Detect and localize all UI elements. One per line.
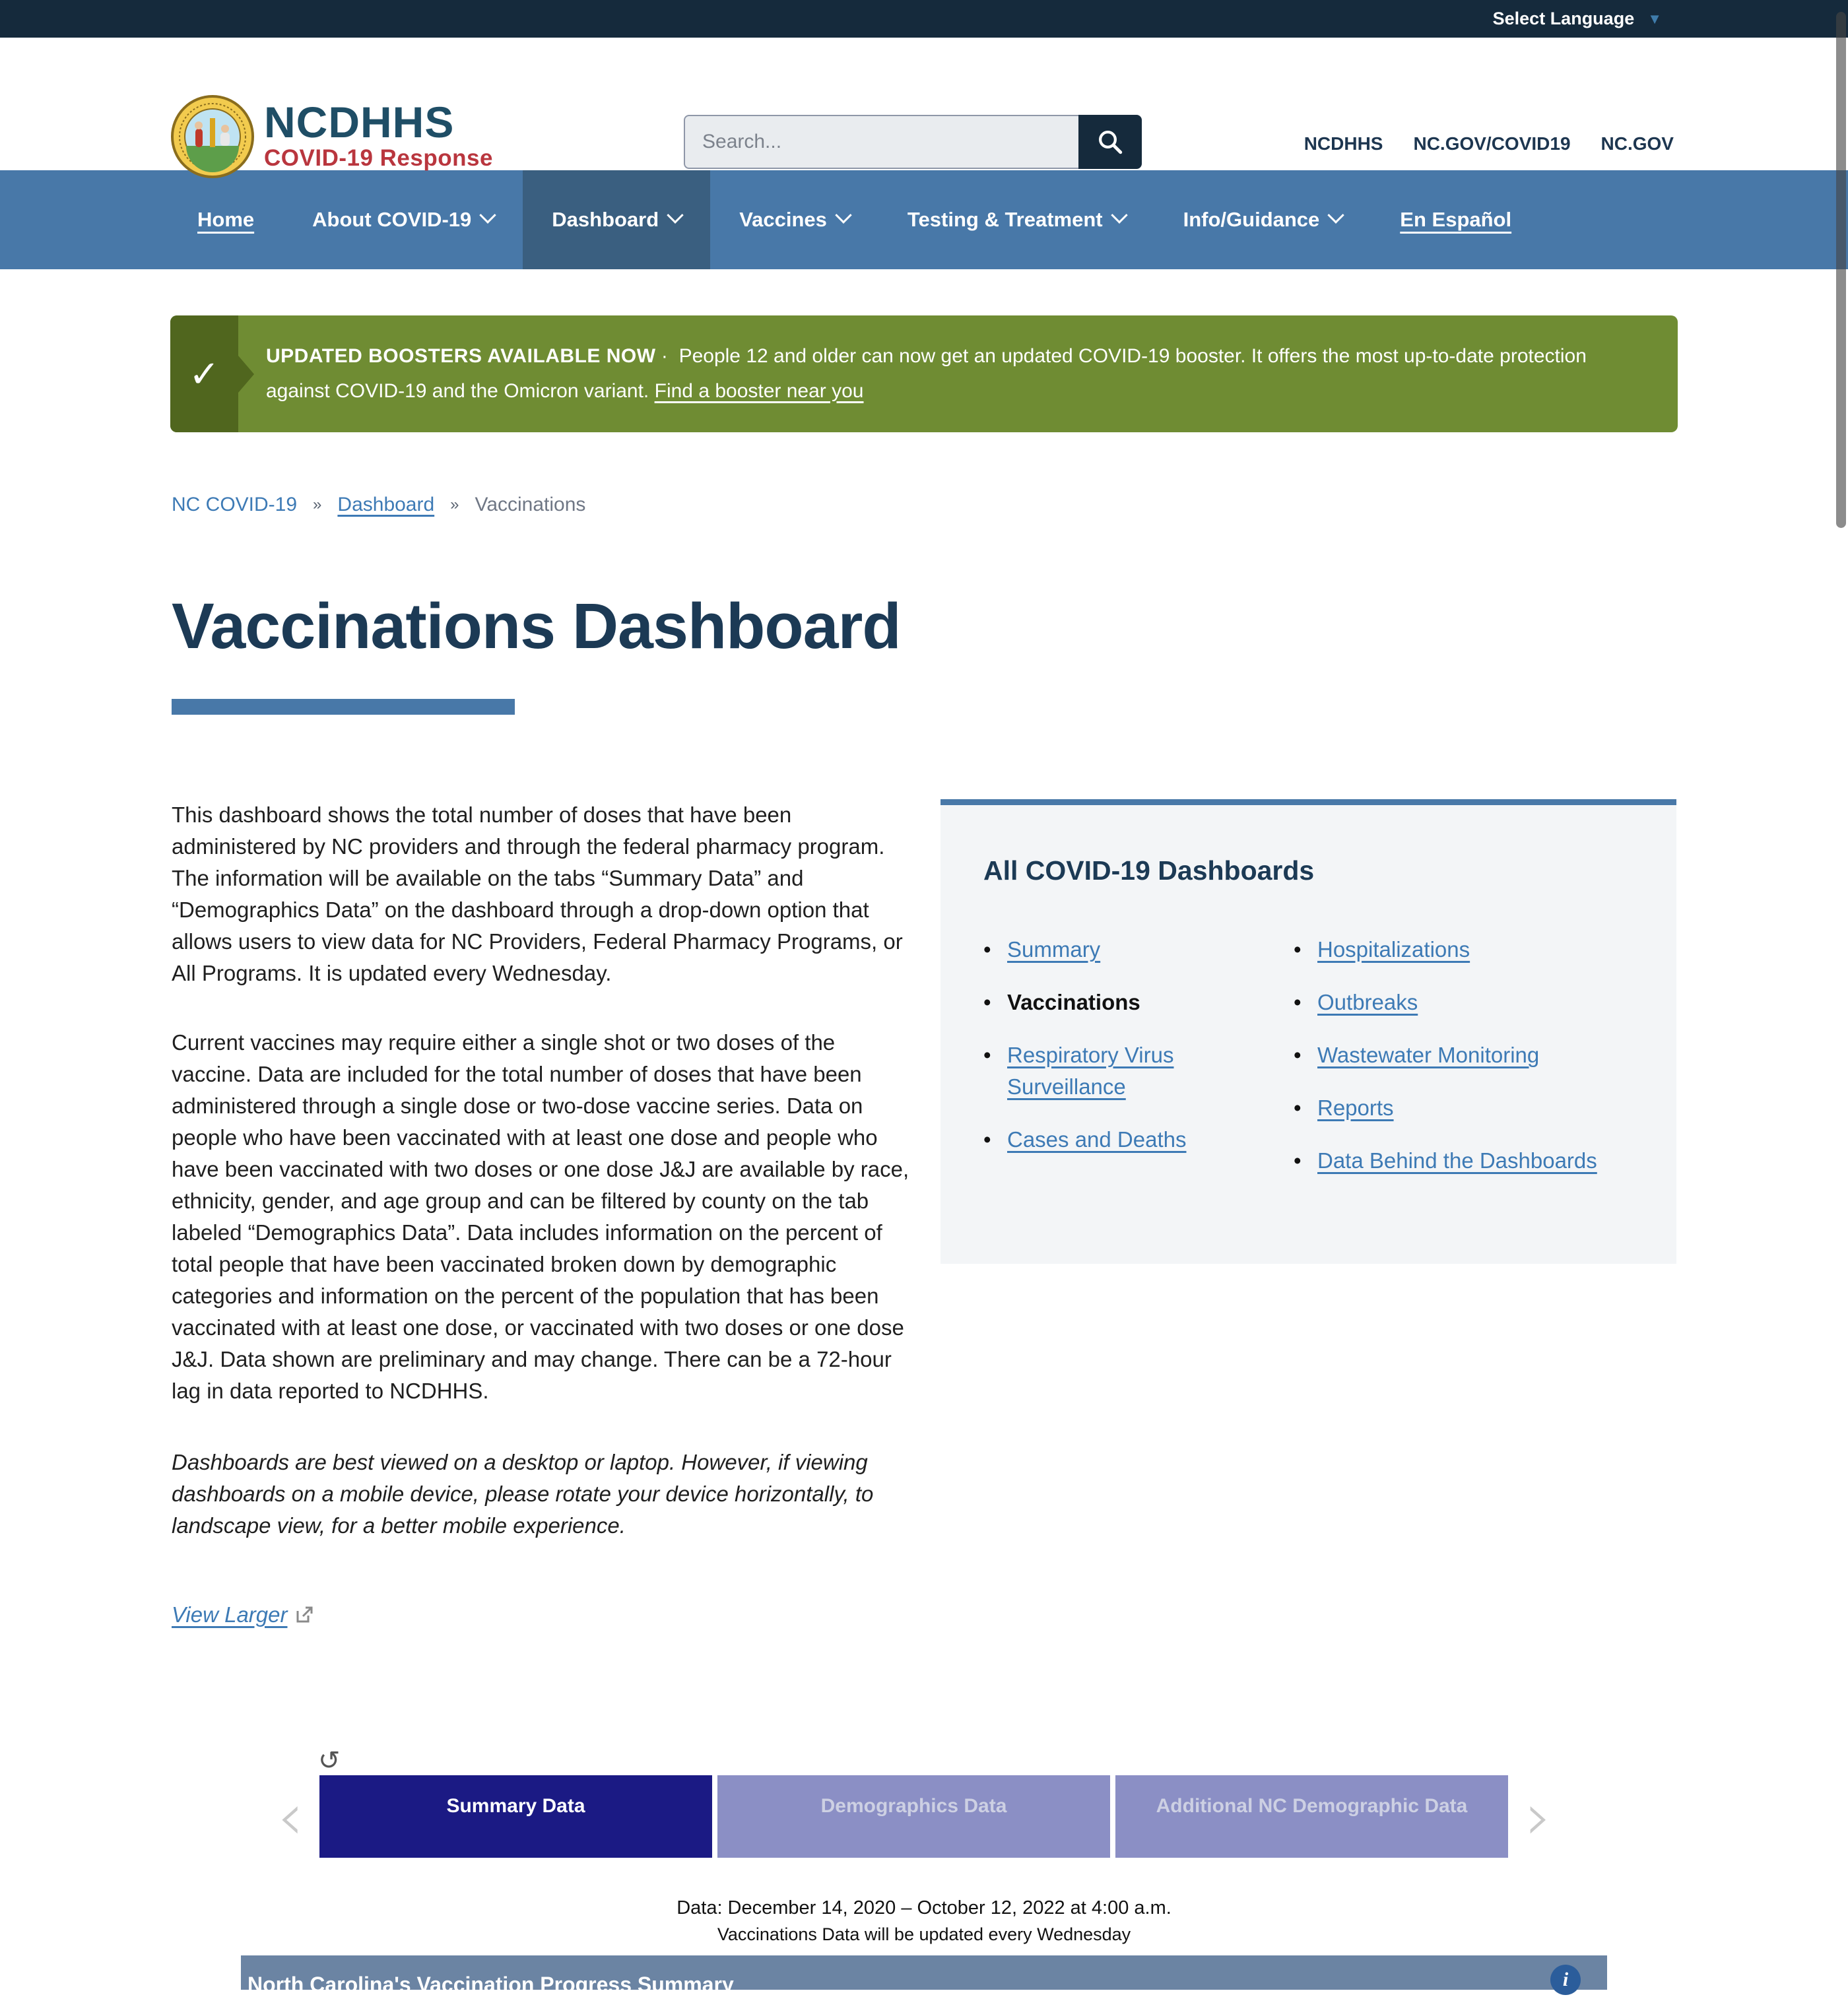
external-link-icon xyxy=(294,1605,314,1625)
brand-text xyxy=(264,97,493,172)
dashboard-link-outbreaks[interactable]: Outbreaks xyxy=(1317,990,1418,1014)
nav-item-vaccines[interactable]: Vaccines xyxy=(710,170,878,269)
header-quick-links xyxy=(1304,133,1674,154)
tab-additional-nc-demographic-data[interactable]: Additional NC Demographic Data xyxy=(1115,1775,1508,1858)
primary-nav xyxy=(0,170,1848,269)
breadcrumb-separator-icon: » xyxy=(313,496,322,513)
select-language-label: Select Language xyxy=(1492,9,1635,28)
embedded-dashboard xyxy=(241,1746,1607,1996)
info-icon[interactable]: i xyxy=(1550,1965,1581,1995)
link-ncgov-covid19[interactable]: NC.GOV/COVID19 xyxy=(1413,133,1571,154)
tab-demographics-data[interactable]: Demographics Data xyxy=(717,1775,1110,1858)
dashboard-link-cases-and-deaths[interactable]: Cases and Deaths xyxy=(1007,1127,1187,1152)
nav-item-info-guidance[interactable]: Info/Guidance xyxy=(1154,170,1371,269)
nc-state-seal-logo xyxy=(170,94,255,179)
breadcrumb-separator-icon: » xyxy=(450,496,459,513)
search-icon xyxy=(1096,128,1124,156)
data-date-range: Data: December 14, 2020 – October 12, 2022 at 4:00 a.m. xyxy=(676,1897,1172,1918)
dashboard-link-data-behind-the-dashboards[interactable]: Data Behind the Dashboards xyxy=(1317,1148,1597,1173)
nav-item-testing-treatment[interactable]: Testing & Treatment xyxy=(878,170,1154,269)
dashboards-list-left xyxy=(983,934,1294,1198)
all-dashboards-title: All COVID-19 Dashboards xyxy=(983,855,1315,886)
chevron-down-icon xyxy=(667,207,683,223)
dashboard-tabs xyxy=(241,1775,1607,1858)
view-larger-link[interactable]: View Larger xyxy=(172,1599,314,1631)
breadcrumb-dashboard[interactable]: Dashboard xyxy=(337,494,435,515)
list-item: • Hospitalizations xyxy=(1294,934,1650,966)
progress-summary-title: North Carolina's Vaccination Progress Summary xyxy=(248,1973,734,1996)
list-item: • Cases and Deaths xyxy=(983,1124,1294,1156)
brand-org-name: NCDHHS xyxy=(264,97,455,147)
select-language-dropdown[interactable] xyxy=(1493,9,1662,29)
list-item: • Respiratory Virus Surveillance xyxy=(983,1039,1294,1103)
breadcrumb-nc-covid-19[interactable]: NC COVID-19 xyxy=(172,494,298,515)
nav-item-about-covid-19[interactable]: About COVID-19 xyxy=(283,170,523,269)
dashboard-link-hospitalizations[interactable]: Hospitalizations xyxy=(1317,937,1470,962)
booster-alert-banner xyxy=(170,315,1678,432)
chevron-down-icon xyxy=(480,207,496,223)
intro-paragraph-1: This dashboard shows the total number of doses that have been administered by NC providers and through the federal pharmacy program. The information will be available on the tabs “Summary Data” and “Demographics Data” on the dashboard through a drop-down option that allows users to view data for NC Providers, Federal Pharmacy Programs, or All Programs. It is updated every Wednesday. xyxy=(172,802,903,985)
tab-summary-data[interactable]: Summary Data xyxy=(319,1775,712,1858)
site-logo[interactable] xyxy=(170,94,493,179)
content-columns xyxy=(172,799,1676,1631)
banner-separator: · xyxy=(661,345,668,367)
find-booster-link[interactable]: Find a booster near you xyxy=(654,379,864,402)
banner-text xyxy=(238,315,1678,432)
link-ncdhhs[interactable]: NCDHHS xyxy=(1304,133,1383,154)
carousel-right-icon[interactable]: › xyxy=(1525,1777,1552,1855)
dashboard-current-vaccinations: Vaccinations xyxy=(1007,990,1140,1014)
progress-summary-header-bar xyxy=(241,1955,1607,1996)
breadcrumb-current: Vaccinations xyxy=(475,494,586,515)
carousel-left-icon[interactable]: ‹ xyxy=(277,1777,304,1855)
dashboard-link-respiratory-virus-surveillance[interactable]: Respiratory Virus Surveillance xyxy=(1007,1043,1174,1099)
dashboard-link-wastewater-monitoring[interactable]: Wastewater Monitoring xyxy=(1317,1043,1540,1067)
title-divider-bar xyxy=(172,699,515,715)
banner-body: People 12 and older can now get an updated COVID-19 booster. It offers the most up-to-date protection against COVID-19 and the Omicron variant. xyxy=(266,345,1587,402)
banner-title: UPDATED BOOSTERS AVAILABLE NOW xyxy=(266,345,656,367)
top-utility-bar xyxy=(0,0,1848,38)
triangle-down-icon: ▼ xyxy=(1647,10,1662,27)
all-dashboards-lists xyxy=(983,934,1650,1198)
list-item: • Data Behind the Dashboards xyxy=(1294,1145,1650,1177)
list-item: • Outbreaks xyxy=(1294,987,1650,1018)
refresh-icon[interactable]: ↺ xyxy=(318,1746,341,1775)
page-title: Vaccinations Dashboard xyxy=(172,590,901,662)
breadcrumb xyxy=(172,494,1676,516)
brand-subtitle: COVID-19 Response xyxy=(264,145,493,172)
search-input[interactable] xyxy=(684,115,1078,169)
list-item: • Wastewater Monitoring xyxy=(1294,1039,1650,1071)
search-button[interactable] xyxy=(1078,115,1142,169)
chevron-down-icon xyxy=(1328,207,1344,223)
chevron-down-icon xyxy=(835,207,851,223)
list-item: • Reports xyxy=(1294,1092,1650,1124)
site-header xyxy=(0,38,1848,170)
nav-item-en-espanol[interactable]: En Español xyxy=(1400,208,1512,231)
mobile-advice-paragraph: Dashboards are best viewed on a desktop or laptop. However, if viewing dashboards on a mobile device, please rotate your device horizontally, to landscape view, for a better mobile experience. xyxy=(172,1450,874,1538)
scrollbar-thumb[interactable] xyxy=(1836,12,1846,528)
dashboard-link-reports[interactable]: Reports xyxy=(1317,1096,1394,1120)
intro-paragraph-2: Current vaccines may require either a single shot or two doses of the vaccine. Data are included for the total number of doses that have been administered through a single dose or two-dose vaccine series. Data on people who have been vaccinated with at least one dose and people who have been vaccinated with two doses or one dose J&J are available by race, ethnicity, gender, and age group and can be filtered by county on the tab labeled “Demographics Data”. Data includes information on the percent of total people that have been vaccinated broken down by demographic categories and information on the percent of the population that has been vaccinated with at least one dose, or vaccinated with two doses or one dose J&J. Data shown are preliminary and may change. There can be a 72-hour lag in data reported to NCDHHS. xyxy=(172,1030,909,1403)
list-item: • Summary xyxy=(983,934,1294,966)
data-update-note: Vaccinations Data will be updated every Wednesday xyxy=(717,1924,1131,1944)
link-ncgov[interactable]: NC.GOV xyxy=(1600,133,1674,154)
banner-check-block xyxy=(170,315,238,432)
chevron-down-icon xyxy=(1111,207,1127,223)
site-search xyxy=(684,115,1142,169)
nav-item-dashboard[interactable]: Dashboard xyxy=(523,170,710,269)
dashboards-list-right xyxy=(1294,934,1650,1198)
all-dashboards-card xyxy=(940,799,1676,1264)
checkmark-icon: ✓ xyxy=(189,352,220,395)
list-item: • Vaccinations xyxy=(983,987,1294,1018)
nav-item-home[interactable]: Home xyxy=(197,208,255,231)
dashboard-link-summary[interactable]: Summary xyxy=(1007,937,1101,962)
intro-text-column xyxy=(172,799,911,1631)
